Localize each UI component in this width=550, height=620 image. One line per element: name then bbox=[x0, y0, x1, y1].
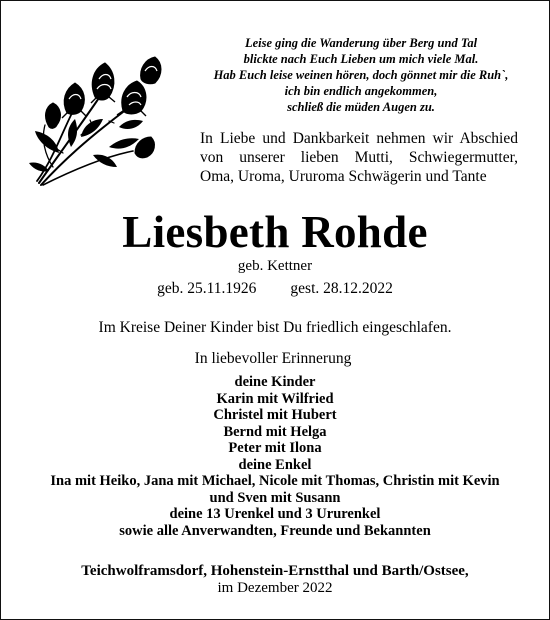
poem-line: Leise ging die Wanderung über Berg und Tal bbox=[244, 36, 478, 50]
mourner-line: deine Enkel bbox=[238, 456, 312, 473]
farewell-line: Oma, Uroma, Ururoma Schwägerin und Tante bbox=[200, 168, 487, 185]
mourner-line: sowie alle Anverwandten, Freunde und Bekannten bbox=[119, 522, 431, 539]
farewell-line: von unserer lieben Mutti, Schwiegermutter, bbox=[200, 149, 518, 166]
locations: Teichwolframsdorf, Hohenstein-Ernstthal und Barth/Ostsee, bbox=[81, 563, 469, 579]
mourner-line: Ina mit Heiko, Jana mit Michael, Nicole mit Thomas, Christin mit Kevin bbox=[50, 473, 500, 489]
life-dates bbox=[1, 280, 549, 298]
poem-line: schließ die müden Augen zu. bbox=[287, 100, 435, 114]
mourner-line: Karin mit Wilfried bbox=[216, 390, 334, 407]
mourner-line: deine Kinder bbox=[234, 374, 316, 390]
poem-line: ich bin endlich angekommen, bbox=[284, 84, 438, 98]
mourner-line: Bernd mit Helga bbox=[223, 423, 327, 440]
memory-line-text: In liebevoller Erinnerung bbox=[194, 350, 352, 367]
mourners-list bbox=[1, 374, 549, 539]
death-date: gest. 28.12.2022 bbox=[290, 280, 393, 297]
passing-text: Im Kreise Deiner Kinder bist Du friedlich eingeschlafen. bbox=[98, 319, 452, 336]
maiden-name: geb. Kettner bbox=[237, 258, 313, 274]
poem bbox=[176, 35, 546, 115]
rose-bouquet-icon bbox=[23, 35, 173, 193]
poem-line: Hab Euch leise weinen hören, doch gönnet mir die Ruh`, bbox=[213, 68, 509, 82]
mourner-line: Christel mit Hubert bbox=[213, 407, 337, 423]
memory-line bbox=[1, 350, 549, 368]
birth-date: geb. 25.11.1926 bbox=[157, 280, 257, 297]
mourner-line: Peter mit Ilona bbox=[228, 440, 322, 456]
date-line: im Dezember 2022 bbox=[217, 580, 333, 596]
farewell-text bbox=[200, 129, 518, 186]
mourner-line: deine 13 Urenkel und 3 Ururenkel bbox=[169, 506, 381, 522]
poem-line: blickte nach Euch Lieben um mich viele Mal. bbox=[243, 52, 479, 66]
place-and-date bbox=[1, 563, 549, 597]
farewell-line: In Liebe und Dankbarkeit nehmen wir Abschied bbox=[200, 130, 518, 147]
deceased-name: Liesbeth Rohde bbox=[122, 207, 428, 257]
mourner-line: und Sven mit Susann bbox=[209, 489, 341, 506]
